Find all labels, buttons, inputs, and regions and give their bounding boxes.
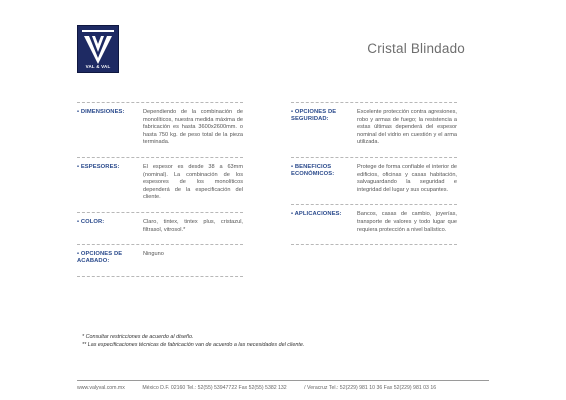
spec-row-seguridad	[291, 102, 457, 157]
footer	[77, 385, 497, 391]
footnote: * Consultar restricciones de acuerdo al diseño.	[82, 334, 194, 340]
spec-value: Ninguno	[143, 251, 164, 258]
logo-wordmark: VAL & VAL	[85, 64, 111, 69]
right-spec-column	[291, 102, 457, 245]
spec-label: • OPCIONES DE SEGURIDAD:	[291, 109, 337, 123]
footnotes	[82, 333, 304, 349]
spec-label: • OPCIONES DE ACABADO:	[77, 251, 123, 265]
spec-label: • BENEFICIOS ECONÓMICOS:	[291, 163, 335, 178]
divider	[77, 276, 243, 277]
spec-value: Bancos, casas de cambio, joyerías, transporte de valores y todo lugar que requiera protección a nivel balístico.	[357, 211, 457, 233]
left-spec-column	[77, 102, 243, 277]
spec-label: • APLICACIONES:	[291, 211, 342, 218]
page-title: Cristal Blindado	[367, 41, 465, 56]
spec-label: • DIMENSIONES:	[77, 109, 125, 115]
spec-row-beneficios	[291, 157, 457, 204]
footnote: ** Las especificaciones técnicas de fabricación van de acuerdo a las necesidades del cliente.	[82, 342, 305, 348]
spec-label: • COLOR:	[77, 218, 105, 225]
veracruz-contact: / Veracruz Tel.: 52(229) 981 10 36 Fax 52(229) 981 03 16	[304, 385, 437, 391]
website-link[interactable]: www.valyval.com.mx	[77, 385, 125, 391]
divider	[291, 244, 457, 245]
spec-row-acabado	[77, 244, 243, 275]
spec-value: Protege de forma confiable el interior de edificios, oficinas y casas habitación, salvaguardando la seguridad e integridad del lugar y sus ocupantes.	[357, 163, 457, 193]
spec-value: El espesor es desde 38 a 63mm (nominal). La combinación de los espesores de los monolíticos dependerá de la especificación del cliente.	[143, 163, 243, 201]
spec-row-espesores	[77, 157, 243, 212]
mexico-contact: México D.F. 02160 Tel.: 52(55) 53947722 Fax 52(55) 5382 132	[142, 385, 287, 391]
spec-row-dimensiones	[77, 102, 243, 157]
footer-divider	[77, 380, 489, 381]
spec-value: Excelente protección contra agresiones, robo y armas de fuego; la resistencia a estas últimas dependerá del espesor nominal del vidrio en cuestión y el arma utilizada.	[357, 109, 457, 146]
spec-row-aplicaciones	[291, 204, 457, 244]
spec-value: Claro, tintex, tintex plus, cristazul, filtrasol, vitrosol.*	[143, 218, 243, 233]
company-logo	[77, 25, 119, 73]
spec-label: • ESPESORES:	[77, 163, 120, 170]
spec-row-color	[77, 212, 243, 244]
spec-value: Dependiendo de la combinación de monolíticos, nuestra medida máxima de fabricación es hasta 3600x2600mm. o hasta 750 kg. de peso total de la pieza terminada.	[143, 109, 243, 146]
